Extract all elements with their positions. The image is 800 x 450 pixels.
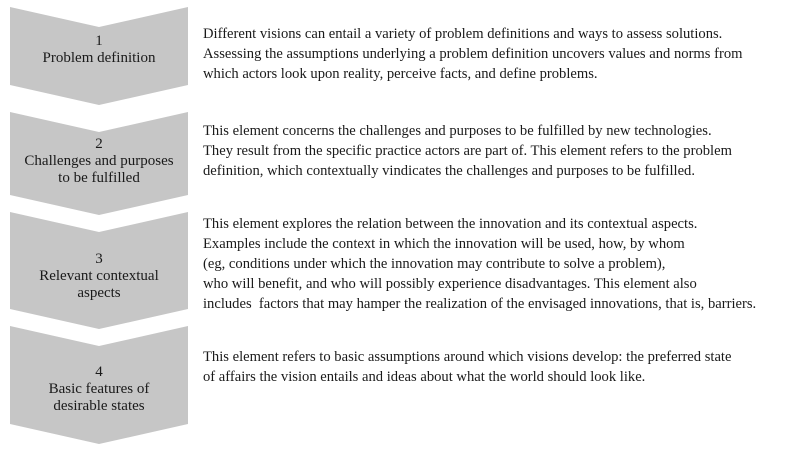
step-1-number: 1 <box>95 33 103 49</box>
step-4-desc-line: This element refers to basic assumptions around which visions develop: the preferred state <box>203 349 732 365</box>
step-1-description <box>203 24 793 84</box>
step-1-desc-line: Different visions can entail a variety of problem definitions and ways to assess solutions. <box>203 26 723 42</box>
step-4-label <box>10 364 188 415</box>
step-4-number: 4 <box>95 364 103 380</box>
step-3-desc-line: Examples include the context in which the innovation will be used, how, by whom <box>203 236 685 252</box>
step-2-description <box>203 121 793 181</box>
step-2-desc-line: definition, which contextually vindicates the challenges and purposes to be fulfilled. <box>203 163 695 179</box>
step-4-desc-line: of affairs the vision entails and ideas about what the world should look like. <box>203 369 646 385</box>
step-4-description <box>203 347 793 387</box>
step-3-number: 3 <box>95 251 103 267</box>
step-2-title-line-2: to be fulfilled <box>58 170 140 186</box>
step-3-label <box>10 251 188 302</box>
step-1-desc-line: which actors look upon reality, perceive facts, and define problems. <box>203 66 598 82</box>
step-2-number: 2 <box>95 136 103 152</box>
step-4-title-line-1: Basic features of <box>48 381 150 397</box>
step-3-desc-line: who will benefit, and who will possibly experience disadvantages. This element also <box>203 276 697 292</box>
step-3-desc-line: (eg, conditions under which the innovation may contribute to solve a problem), <box>203 256 666 272</box>
step-1-desc-line: Assessing the assumptions underlying a problem definition uncovers values and norms from <box>203 46 743 62</box>
step-3-title-line-2: aspects <box>77 285 121 301</box>
step-1-label <box>10 33 188 67</box>
step-2-title-line-1: Challenges and purposes <box>24 153 174 169</box>
step-2-desc-line: They result from the specific practice actors are part of. This element refers to the problem <box>203 143 732 159</box>
step-2-label <box>10 136 188 187</box>
step-3-desc-line: includes factors that may hamper the realization of the envisaged innovations, that is, barriers. <box>203 296 757 312</box>
step-1-title: Problem definition <box>42 50 156 66</box>
step-3-title-line-1: Relevant contextual <box>39 268 159 284</box>
step-3-description <box>203 214 793 314</box>
step-4-title-line-2: desirable states <box>53 398 145 414</box>
step-2-desc-line: This element concerns the challenges and purposes to be fulfilled by new technologies. <box>203 123 712 139</box>
step-3-desc-line: This element explores the relation between the innovation and its contextual aspects. <box>203 216 698 232</box>
